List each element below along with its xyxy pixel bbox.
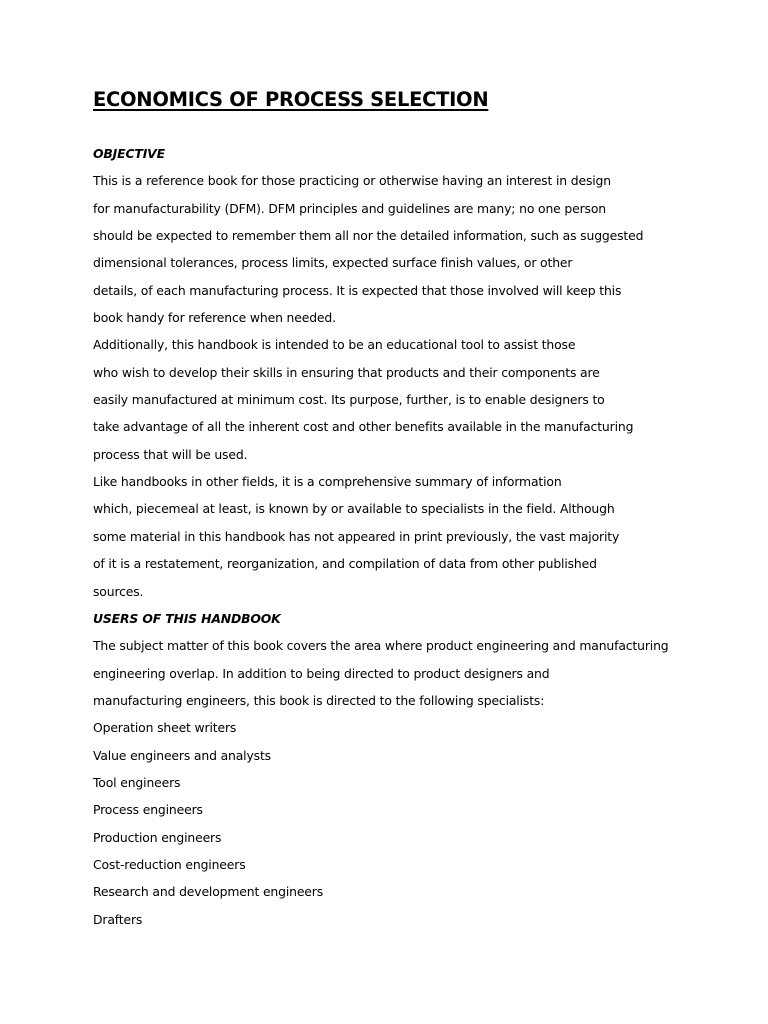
- text-line: Like handbooks in other fields, it is a comprehensive summary of information: [93, 474, 562, 490]
- text-line: manufacturing engineers, this book is directed to the following specialists:: [93, 692, 545, 708]
- text-line: This is a reference book for those practicing or otherwise having an interest in design: [93, 173, 611, 189]
- text-line: book handy for reference when needed.: [93, 310, 336, 326]
- text-line: some material in this handbook has not appeared in print previously, the vast majority: [93, 528, 620, 544]
- text-line: which, piecemeal at least, is known by or available to specialists in the field. Although: [93, 501, 615, 517]
- section-heading: USERS OF THIS HANDBOOK: [93, 610, 281, 626]
- text-line: Process engineers: [93, 802, 203, 818]
- text-line: Drafters: [93, 911, 143, 927]
- text-line: sources.: [93, 583, 144, 599]
- text-line: The subject matter of this book covers the area where product engineering and manufacturing: [93, 638, 669, 654]
- text-line: Cost-reduction engineers: [93, 856, 246, 872]
- text-line: Research and development engineers: [93, 884, 324, 900]
- text-line: engineering overlap. In addition to being directed to product designers and: [93, 665, 550, 681]
- text-line: Production engineers: [93, 829, 222, 845]
- document-title: ECONOMICS OF PROCESS SELECTION: [93, 88, 489, 111]
- document-body: [93, 140, 753, 933]
- text-line: easily manufactured at minimum cost. Its purpose, further, is to enable designers to: [93, 392, 605, 408]
- text-line: take advantage of all the inherent cost and other benefits available in the manufacturing: [93, 419, 634, 435]
- text-line: Additionally, this handbook is intended to be an educational tool to assist those: [93, 337, 576, 353]
- text-line: for manufacturability (DFM). DFM principles and guidelines are many; no one person: [93, 200, 607, 216]
- text-line: dimensional tolerances, process limits, expected surface finish values, or other: [93, 255, 573, 271]
- text-line: who wish to develop their skills in ensuring that products and their components are: [93, 364, 600, 380]
- text-line: process that will be used.: [93, 446, 248, 462]
- text-line: of it is a restatement, reorganization, and compilation of data from other published: [93, 556, 597, 572]
- section-heading: OBJECTIVE: [93, 146, 165, 161]
- text-line: Tool engineers: [93, 774, 181, 790]
- text-line: Value engineers and analysts: [93, 747, 271, 763]
- text-line: Operation sheet writers: [93, 720, 237, 736]
- text-line: details, of each manufacturing process. It is expected that those involved will keep this: [93, 282, 622, 298]
- text-line: should be expected to remember them all nor the detailed information, such as suggested: [93, 228, 644, 244]
